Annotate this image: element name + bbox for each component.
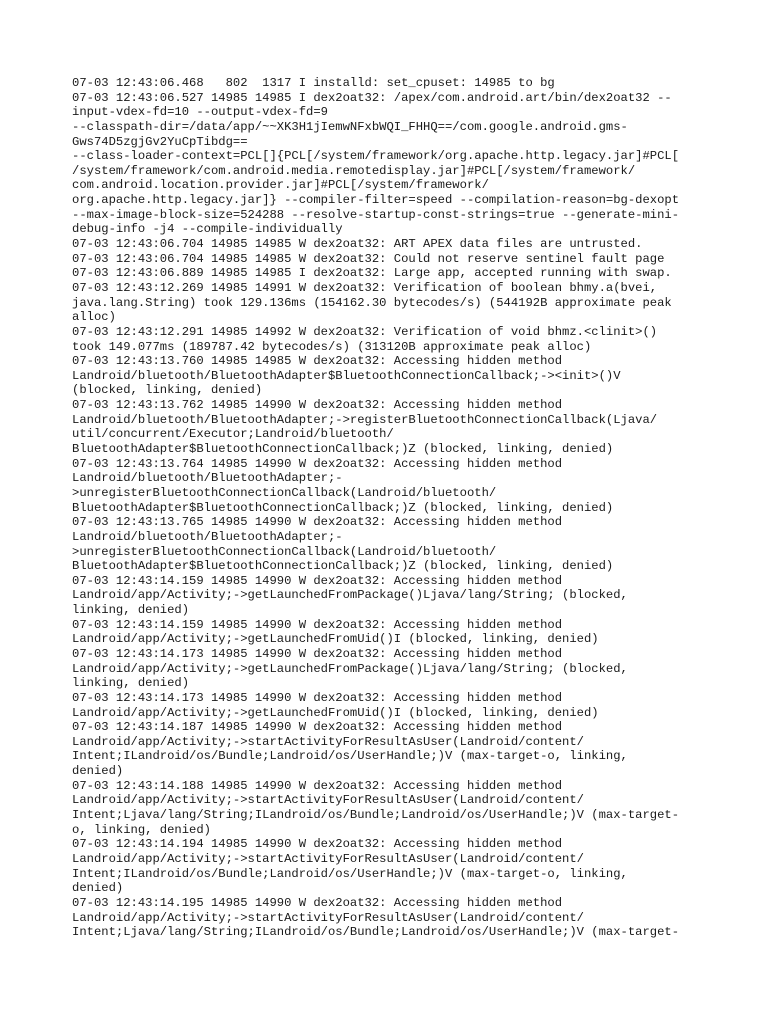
log-line: BluetoothAdapter$BluetoothConnectionCallback;)Z (blocked, linking, denied) [72, 559, 614, 574]
log-line: Landroid/app/Activity;->getLaunchedFromPackage()Ljava/lang/String; (blocked, [72, 588, 628, 603]
log-line: 07-03 12:43:14.194 14985 14990 W dex2oat32: Accessing hidden method [72, 837, 563, 852]
log-line: Intent;Ljava/lang/String;ILandroid/os/Bundle;Landroid/os/UserHandle;)V (max-target- [72, 925, 680, 940]
log-line: debug-info -j4 --compile-individually [72, 222, 343, 237]
log-line: Intent;ILandroid/os/Bundle;Landroid/os/UserHandle;)V (max-target-o, linking, [72, 866, 628, 881]
log-line: --max-image-block-size=524288 --resolve-startup-const-strings=true --generate-mini- [72, 207, 680, 222]
log-line: 07-03 12:43:13.760 14985 14985 W dex2oat32: Accessing hidden method [72, 354, 563, 369]
log-line: 07-03 12:43:12.269 14985 14991 W dex2oat32: Verification of boolean bhmy.a(bvei, [72, 280, 658, 295]
log-line: denied) [72, 881, 124, 896]
log-line: Landroid/app/Activity;->startActivityForResultAsUser(Landroid/content/ [72, 910, 584, 925]
log-line: alloc) [72, 310, 116, 325]
log-line: Landroid/bluetooth/BluetoothAdapter;- [72, 529, 343, 544]
log-text-body [72, 76, 712, 940]
log-line: 07-03 12:43:13.765 14985 14990 W dex2oat32: Accessing hidden method [72, 515, 563, 530]
log-line: >unregisterBluetoothConnectionCallback(Landroid/bluetooth/ [72, 485, 497, 500]
log-line: (blocked, linking, denied) [72, 383, 263, 398]
log-line: 07-03 12:43:14.188 14985 14990 W dex2oat32: Accessing hidden method [72, 778, 563, 793]
log-line: 07-03 12:43:13.762 14985 14990 W dex2oat32: Accessing hidden method [72, 398, 563, 413]
log-line: 07-03 12:43:14.173 14985 14990 W dex2oat32: Accessing hidden method [72, 690, 563, 705]
log-line: Landroid/app/Activity;->getLaunchedFromUid()I (blocked, linking, denied) [72, 705, 599, 720]
log-line: BluetoothAdapter$BluetoothConnectionCallback;)Z (blocked, linking, denied) [72, 442, 614, 457]
log-line: java.lang.String) took 129.136ms (154162.30 bytecodes/s) (544192B approximate peak [72, 295, 672, 310]
log-line: Landroid/bluetooth/BluetoothAdapter;->registerBluetoothConnectionCallback(Ljava/ [72, 412, 658, 427]
log-line: Intent;ILandroid/os/Bundle;Landroid/os/UserHandle;)V (max-target-o, linking, [72, 749, 628, 764]
log-line: Landroid/app/Activity;->startActivityForResultAsUser(Landroid/content/ [72, 793, 584, 808]
log-line: 07-03 12:43:14.159 14985 14990 W dex2oat32: Accessing hidden method [72, 617, 563, 632]
log-line: >unregisterBluetoothConnectionCallback(Landroid/bluetooth/ [72, 544, 497, 559]
log-line: linking, denied) [72, 603, 190, 618]
log-line: /system/framework/com.android.media.remotedisplay.jar]#PCL[/system/framework/ [72, 163, 636, 178]
log-line: denied) [72, 764, 124, 779]
log-line: Gws74D5zgjGv2YuCpTibdg== [72, 134, 248, 149]
log-line: --class-loader-context=PCL[]{PCL[/system/framework/org.apache.http.legacy.jar]#PCL[ [72, 149, 680, 164]
log-line: 07-03 12:43:06.889 14985 14985 I dex2oat32: Large app, accepted running with swap. [72, 266, 672, 281]
log-line: Landroid/bluetooth/BluetoothAdapter$BluetoothConnectionCallback;-><init>()V [72, 368, 621, 383]
log-line: 07-03 12:43:14.173 14985 14990 W dex2oat32: Accessing hidden method [72, 646, 563, 661]
log-line: org.apache.http.legacy.jar]} --compiler-filter=speed --compilation-reason=bg-dexopt [72, 193, 680, 208]
log-line: took 149.077ms (189787.42 bytecodes/s) (313120B approximate peak alloc) [72, 339, 592, 354]
log-line: Landroid/app/Activity;->startActivityForResultAsUser(Landroid/content/ [72, 734, 584, 749]
log-line: 07-03 12:43:14.187 14985 14990 W dex2oat32: Accessing hidden method [72, 720, 563, 735]
log-line: 07-03 12:43:06.704 14985 14985 W dex2oat32: Could not reserve sentinel fault page [72, 251, 665, 266]
log-line: --classpath-dir=/data/app/~~XK3H1jIemwNFxbWQI_FHHQ==/com.google.android.gms- [72, 119, 628, 134]
log-line: 07-03 12:43:06.527 14985 14985 I dex2oat32: /apex/com.android.art/bin/dex2oat32 -- [72, 90, 672, 105]
log-line: linking, denied) [72, 676, 190, 691]
log-line: 07-03 12:43:14.159 14985 14990 W dex2oat32: Accessing hidden method [72, 573, 563, 588]
log-line: 07-03 12:43:12.291 14985 14992 W dex2oat32: Verification of void bhmz.<clinit>() [72, 324, 658, 339]
log-line: com.android.location.provider.jar]#PCL[/system/framework/ [72, 178, 489, 193]
log-line: Landroid/bluetooth/BluetoothAdapter;- [72, 471, 343, 486]
log-line: input-vdex-fd=10 --output-vdex-fd=9 [72, 105, 328, 120]
log-line: Intent;Ljava/lang/String;ILandroid/os/Bundle;Landroid/os/UserHandle;)V (max-target- [72, 808, 680, 823]
log-line: util/concurrent/Executor;Landroid/bluetooth/ [72, 427, 394, 442]
log-line: 07-03 12:43:06.704 14985 14985 W dex2oat32: ART APEX data files are untrusted. [72, 237, 643, 252]
log-line: Landroid/app/Activity;->getLaunchedFromPackage()Ljava/lang/String; (blocked, [72, 661, 628, 676]
log-line: Landroid/app/Activity;->getLaunchedFromUid()I (blocked, linking, denied) [72, 632, 599, 647]
log-line: BluetoothAdapter$BluetoothConnectionCallback;)Z (blocked, linking, denied) [72, 500, 614, 515]
log-line: 07-03 12:43:14.195 14985 14990 W dex2oat32: Accessing hidden method [72, 895, 563, 910]
log-line: Landroid/app/Activity;->startActivityForResultAsUser(Landroid/content/ [72, 851, 584, 866]
log-line: 07-03 12:43:13.764 14985 14990 W dex2oat32: Accessing hidden method [72, 456, 563, 471]
log-line: o, linking, denied) [72, 822, 211, 837]
log-line: 07-03 12:43:06.468 802 1317 I installd: set_cpuset: 14985 to bg [72, 76, 555, 90]
